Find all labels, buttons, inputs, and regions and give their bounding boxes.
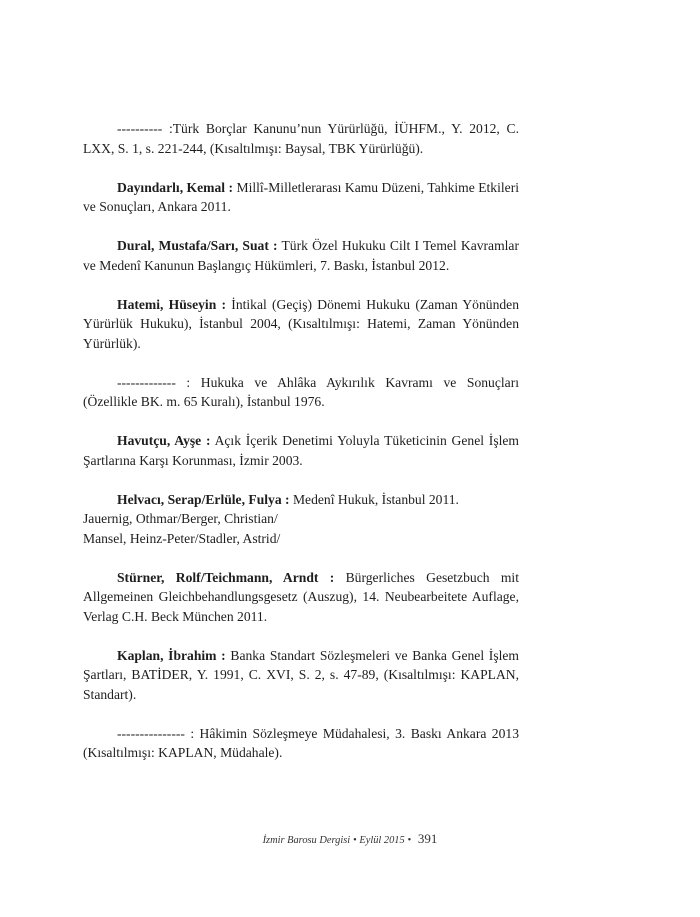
entry-continuation-line: Jauernig, Othmar/Berger, Christian/ xyxy=(83,511,278,526)
footer-separator: • xyxy=(407,835,412,846)
issue-date: Eylül 2015 xyxy=(359,835,405,846)
entry-text: --------------- : Hâkimin Sözleşmeye Müdahalesi, 3. Baskı Ankara 2013 (Kısaltılmışı: KAPLAN, Müdahale). xyxy=(83,725,519,760)
bibliography-entry xyxy=(83,295,519,354)
entry-text: Açık İçerik Denetimi Yoluyla Tüketicinin Genel İşlem Şartlarına Karşı Korunması, İzmir 2003. xyxy=(83,433,520,468)
bibliography-entry xyxy=(83,236,519,275)
bibliography-entry xyxy=(83,431,519,470)
entry-text: ------------- : Hukuka ve Ahlâka Aykırılık Kavramı ve Sonuçları (Özellikle BK. m. 65 Kuralı), İstanbul 1976. xyxy=(83,374,519,409)
entry-text: İntikal (Geçiş) Dönemi Hukuku (Zaman Yönünden Yürürlük Hukuku), İstanbul 2004, (Kısaltılmışı: Hatemi, Zaman Yönünden Yürürlük). xyxy=(83,296,519,351)
bibliography-entry xyxy=(83,490,519,549)
bibliography-entry xyxy=(83,373,519,412)
entry-text: Bürgerliches Gesetzbuch mit Allgemeinen Gleichbehandlungsgesetz (Auszug), 14. Neubearbeitete Auflage, Verlag C.H. Beck München 2011. xyxy=(83,569,519,624)
bibliography-list xyxy=(83,119,519,782)
entry-text: ---------- :Türk Borçlar Kanunu’nun Yürürlüğü, İÜHFM., Y. 2012, C. LXX, S. 1, s. 221-244, (Kısaltılmışı: Baysal, TBK Yürürlüğü). xyxy=(83,121,519,156)
entry-text: Millî-Milletlerarası Kamu Düzeni, Tahkime Etkileri ve Sonuçları, Ankara 2011. xyxy=(83,179,519,214)
page-number: 391 xyxy=(417,831,438,846)
entry-text: Banka Standart Sözleşmeleri ve Banka Genel İşlem Şartları, BATİDER, Y. 1991, C. XVI, S. 2, s. 47-89, (Kısaltılmışı: KAPLAN, Standart). xyxy=(83,647,519,702)
entry-continuation-line: Mansel, Heinz-Peter/Stadler, Astrid/ xyxy=(83,530,281,546)
footer-separator: • xyxy=(352,835,357,846)
entry-author: Dural, Mustafa/Sarı, Suat : xyxy=(117,238,278,253)
bibliography-entry xyxy=(83,178,519,217)
page-footer xyxy=(0,831,700,847)
journal-name: İzmir Barosu Dergisi xyxy=(262,835,351,846)
entry-text: Medenî Hukuk, İstanbul 2011. xyxy=(289,491,459,507)
entry-author: Hatemi, Hüseyin : xyxy=(117,296,227,312)
entry-author: Havutçu, Ayşe : xyxy=(117,433,211,448)
bibliography-entry xyxy=(83,568,519,627)
entry-author: Helvacı, Serap/Erlüle, Fulya : xyxy=(117,491,290,507)
bibliography-entry xyxy=(83,646,519,705)
bibliography-entry xyxy=(83,119,519,158)
entry-author: Dayındarlı, Kemal : xyxy=(117,179,234,195)
entry-author: Stürner, Rolf/Teichmann, Arndt : xyxy=(117,569,335,585)
bibliography-entry xyxy=(83,724,519,763)
entry-author: Kaplan, İbrahim : xyxy=(117,647,226,663)
entry-text: Türk Özel Hukuku Cilt I Temel Kavramlar ve Medenî Kanunun Başlangıç Hükümleri, 7. Baskı, İstanbul 2012. xyxy=(83,238,519,273)
